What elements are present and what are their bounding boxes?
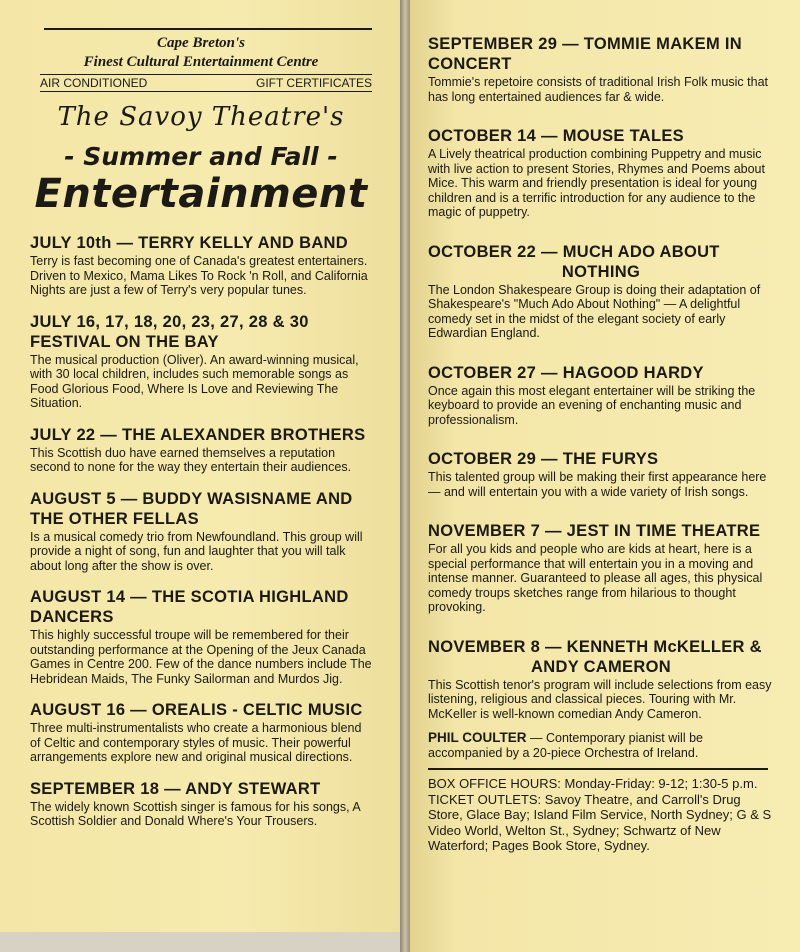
venue-line-2: Finest Cultural Entertainment Centre xyxy=(83,54,319,70)
event-heading-continued: ANDY CAMERON xyxy=(531,657,671,676)
event-description: Once again this most elegant entertainer will be striking the keyboard to provide an evening of enchanting music and professionalism. xyxy=(428,383,756,427)
event-description: Three multi-instrumentalists who create a harmonious blend of Celtic and contemporary styles of music. Their powerful arrangements explore new and original musical directions. xyxy=(30,721,362,764)
event-description: This Scottish duo have earned themselves a reputation second to none for the way they entertain their audiences. xyxy=(30,445,352,474)
air-conditioned-label: AIR CONDITIONED xyxy=(40,76,148,90)
event-alexander-brothers xyxy=(30,425,372,475)
event-festival-on-the-bay xyxy=(30,312,372,411)
ticket-outlets: TICKET OUTLETS: Savoy Theatre, and Carroll's Drug Store, Glace Bay; Island Film Service, North Sydney; G & S Video World, Welton St., Sydney; Schwartz of New Waterford; Pages Book Store, Sydney. xyxy=(428,791,772,853)
event-description: This Scottish tenor's program will include selections from easy listening, religious and classical pieces. Touring with Mr. McKeller is well-known comedian Andy Cameron. xyxy=(428,677,772,721)
event-the-furys xyxy=(428,449,774,499)
phil-coulter-note xyxy=(428,731,774,760)
event-heading: OCTOBER 14 — MOUSE TALES xyxy=(428,127,684,145)
event-heading: OCTOBER 22 — MUCH ADO ABOUT xyxy=(428,242,720,261)
box-office-hours: BOX OFFICE HOURS: Monday-Friday: 9-12; 1:30-5 p.m. xyxy=(428,776,758,791)
event-much-ado xyxy=(428,242,774,341)
page-gutter xyxy=(400,0,410,952)
event-heading: NOVEMBER 7 — JEST IN TIME THEATRE xyxy=(428,522,761,540)
event-heading: AUGUST 16 — OREALIS - CELTIC MUSIC xyxy=(30,701,363,719)
header-top-rule xyxy=(44,28,372,30)
event-description: This talented group will be making their first appearance here — and will entertain you with a wide variety of Irish songs. xyxy=(428,470,767,499)
event-heading: NOVEMBER 8 — KENNETH McKELLER & xyxy=(428,637,762,656)
event-hagood-hardy xyxy=(428,363,774,428)
right-page xyxy=(410,0,800,952)
event-description: Is a musical comedy trio from Newfoundland. This group will provide a night of song, fun and laughter that you will talk about long after the show is over. xyxy=(30,529,363,573)
event-description: For all you kids and people who are kids at heart, here is a special performance that will entertain you in a moving and intense manner. Guaranteed to please all ages, this physical comedy troups sketches range from hilarious to thought provoking. xyxy=(428,542,763,614)
event-heading: OCTOBER 27 — HAGOOD HARDY xyxy=(428,363,704,382)
event-terry-kelly xyxy=(30,233,372,298)
event-description: The London Shakespeare Group is doing their adaptation of Shakespeare's "Much Ado About Nothing" — A delightful comedy set in the midst of the elegant society of early Edwardian England. xyxy=(428,282,761,340)
event-heading: OCTOBER 29 — THE FURYS xyxy=(428,450,659,468)
venue-line-1: Cape Breton's xyxy=(157,35,245,51)
event-andy-stewart xyxy=(30,779,372,829)
event-buddy-wasisname xyxy=(30,489,372,574)
season-title: - Summer and Fall - xyxy=(64,142,338,171)
event-heading: AUGUST 14 — THE SCOTIA HIGHLAND DANCERS xyxy=(30,588,349,626)
gift-certificates-label: GIFT CERTIFICATES xyxy=(255,76,372,90)
phil-coulter-name: PHIL COULTER xyxy=(428,730,527,745)
event-description: Terry is fast becoming one of Canada's greatest entertainers. Driven to Mexico, Mama Likes To Rock 'n Roll, and California Nights are just a few of Terry's very popular tunes. xyxy=(30,254,368,297)
event-heading: SEPTEMBER 29 — TOMMIE MAKEM IN CONCERT xyxy=(428,35,742,73)
phil-coulter-text: — Contemporary pianist will be accompanied by a 20-piece Orchestra of Ireland. xyxy=(428,731,703,760)
amenities-row xyxy=(40,74,372,92)
event-scotia-highland-dancers xyxy=(30,587,372,686)
event-description: A Lively theatrical production combining Puppetry and music with live action to present Stories, Rhymes and Poems about Mice. This warm and friendly presentation is ideal for young children and is a terrific introduction for any audience to the magic of puppetry. xyxy=(428,147,765,219)
event-heading: SEPTEMBER 18 — ANDY STEWART xyxy=(30,779,321,798)
event-heading: AUGUST 5 — BUDDY WASISNAME AND THE OTHER FELLAS xyxy=(30,489,353,528)
event-kenneth-mckeller xyxy=(428,637,774,722)
event-heading: JULY 10th — TERRY KELLY AND BAND xyxy=(30,234,348,252)
event-mouse-tales xyxy=(428,126,774,220)
event-heading: JULY 22 — THE ALEXANDER BROTHERS xyxy=(30,425,366,444)
event-heading-continued: NOTHING xyxy=(561,262,641,281)
event-jest-in-time xyxy=(428,521,774,615)
event-heading: JULY 16, 17, 18, 20, 23, 27, 28 & 30 FESTIVAL ON THE BAY xyxy=(30,312,309,351)
event-tommie-makem xyxy=(428,34,774,104)
info-divider xyxy=(428,768,768,770)
event-orealis xyxy=(30,700,372,765)
bottom-edge xyxy=(0,932,400,952)
event-description: This highly successful troupe will be remembered for their outstanding performance at the Opening of the Jeux Canada Games in Centre 200. Few of the dance numbers include The Hebridean Maids, The Funky Sailorman and Murdos Jig. xyxy=(30,628,372,686)
event-description: Tommie's repetoire consists of traditional Irish Folk music that has long entertained audiences far & wide. xyxy=(428,75,769,104)
event-description: The widely known Scottish singer is famous for his songs, A Scottish Soldier and Donald Where's Your Trousers. xyxy=(30,799,361,828)
entertainment-title: Entertainment xyxy=(34,171,368,217)
theatre-name: The Savoy Theatre's xyxy=(57,102,345,132)
event-description: The musical production (Oliver). An award-winning musical, with 30 local children, includes such memorable songs as Food Glorious Food, Where Is Love and Reviewing The Situation. xyxy=(30,352,359,410)
